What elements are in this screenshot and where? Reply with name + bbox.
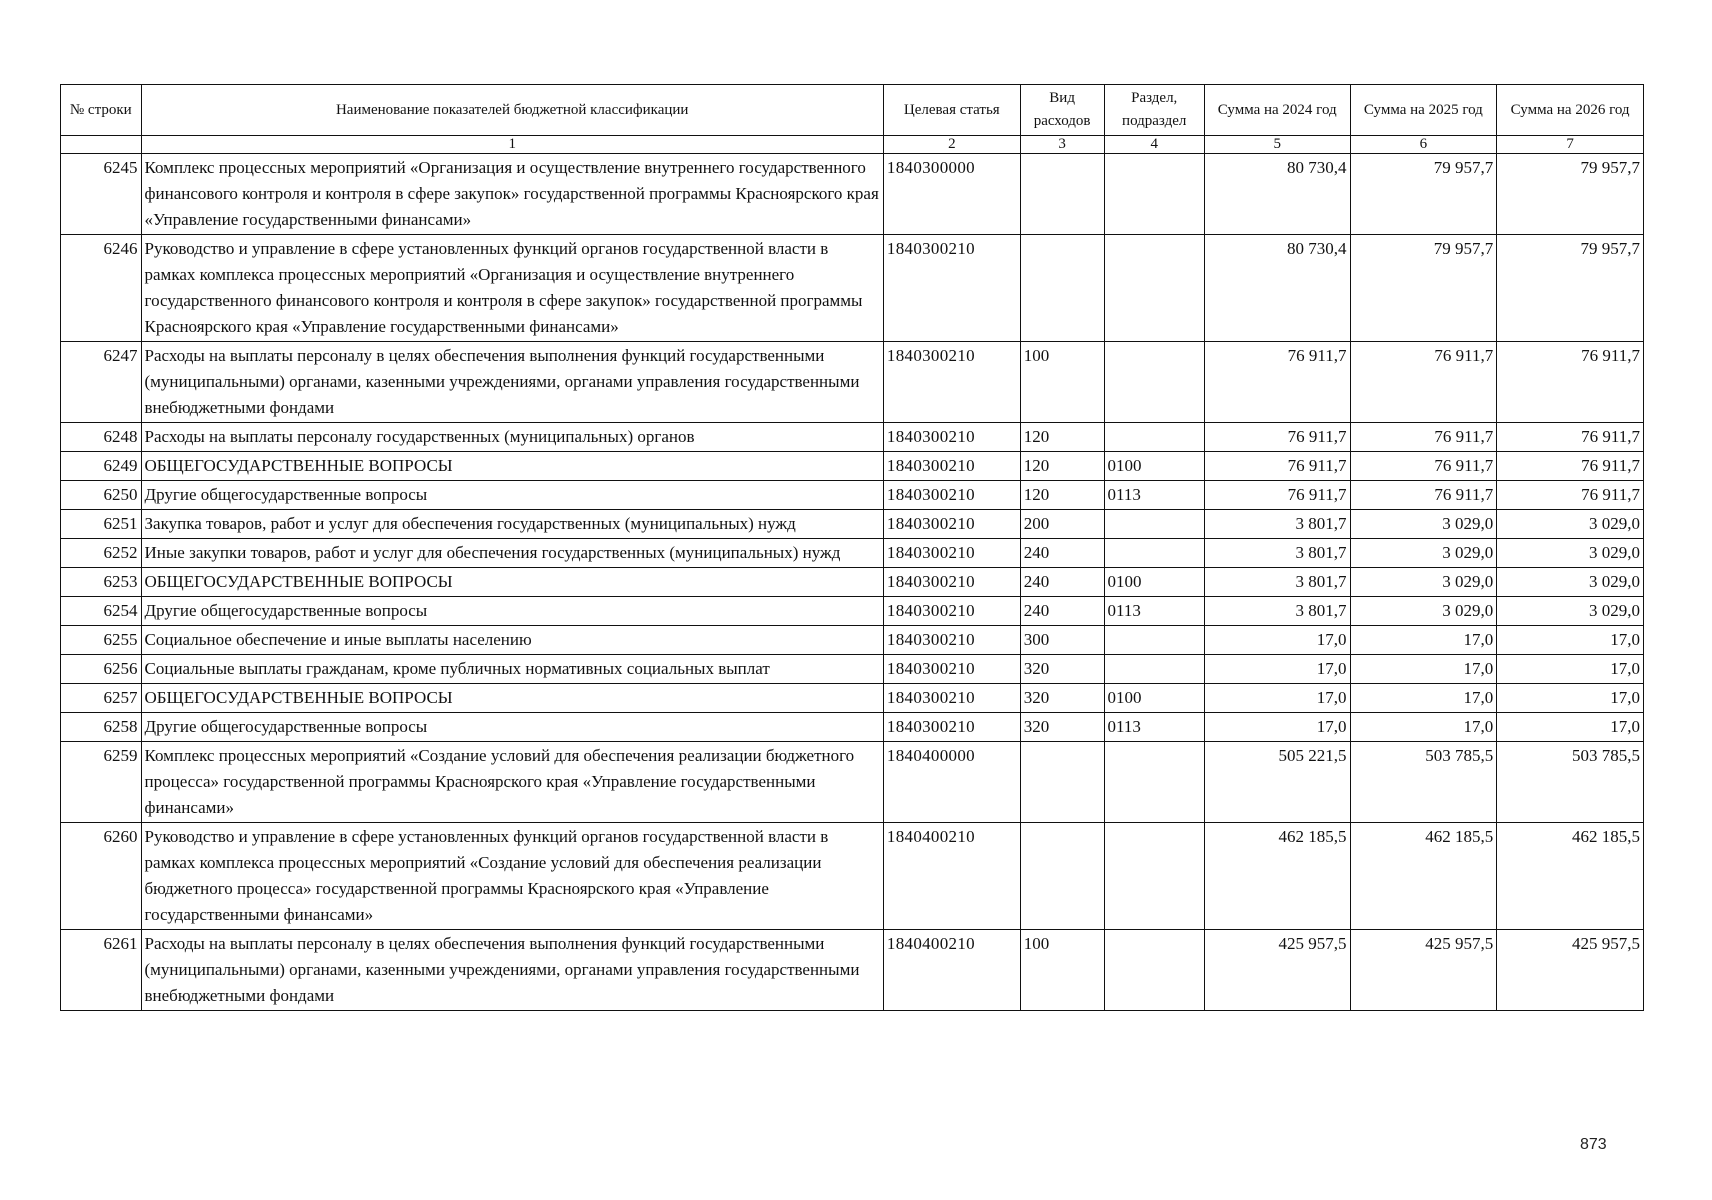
table-row xyxy=(61,452,1644,481)
sum-2025: 76 911,7 xyxy=(1350,423,1497,452)
classification-name: ОБЩЕГОСУДАРСТВЕННЫЕ ВОПРОСЫ xyxy=(141,452,883,481)
classification-name: Иные закупки товаров, работ и услуг для обеспечения государственных (муниципальных) нужд xyxy=(141,539,883,568)
sum-2026: 462 185,5 xyxy=(1497,823,1644,930)
row-number: 6253 xyxy=(61,568,142,597)
sum-2024: 505 221,5 xyxy=(1204,742,1350,823)
section-code xyxy=(1104,423,1204,452)
column-number: 2 xyxy=(883,136,1020,154)
classification-name: ОБЩЕГОСУДАРСТВЕННЫЕ ВОПРОСЫ xyxy=(141,568,883,597)
section-code xyxy=(1104,655,1204,684)
classification-name: Другие общегосударственные вопросы xyxy=(141,597,883,626)
expense-type: 320 xyxy=(1020,713,1104,742)
section-code: 0100 xyxy=(1104,452,1204,481)
expense-type: 320 xyxy=(1020,655,1104,684)
column-number: 6 xyxy=(1350,136,1497,154)
sum-2024: 17,0 xyxy=(1204,713,1350,742)
row-number: 6248 xyxy=(61,423,142,452)
target-article: 1840300210 xyxy=(883,626,1020,655)
sum-2024: 76 911,7 xyxy=(1204,481,1350,510)
page-number: 873 xyxy=(1580,1136,1607,1153)
sum-2025: 17,0 xyxy=(1350,626,1497,655)
sum-2025: 503 785,5 xyxy=(1350,742,1497,823)
header-row-number: № строки xyxy=(61,85,142,136)
target-article: 1840400210 xyxy=(883,823,1020,930)
sum-2026: 76 911,7 xyxy=(1497,452,1644,481)
header-sum-2026: Сумма на 2026 год xyxy=(1497,85,1644,136)
classification-name: Социальное обеспечение и иные выплаты населению xyxy=(141,626,883,655)
budget-table xyxy=(60,84,1644,1011)
sum-2024: 3 801,7 xyxy=(1204,597,1350,626)
column-number: 3 xyxy=(1020,136,1104,154)
sum-2026: 17,0 xyxy=(1497,684,1644,713)
row-number: 6250 xyxy=(61,481,142,510)
expense-type: 320 xyxy=(1020,684,1104,713)
table-row xyxy=(61,713,1644,742)
table-row xyxy=(61,568,1644,597)
classification-name: Социальные выплаты гражданам, кроме публичных нормативных социальных выплат xyxy=(141,655,883,684)
sum-2024: 76 911,7 xyxy=(1204,342,1350,423)
sum-2026: 17,0 xyxy=(1497,713,1644,742)
classification-name: Комплекс процессных мероприятий «Создание условий для обеспечения реализации бюджетного процесса» государственной программы Красноярского края «Управление государственными финансами» xyxy=(141,742,883,823)
target-article: 1840300210 xyxy=(883,452,1020,481)
target-article: 1840300210 xyxy=(883,510,1020,539)
section-code: 0113 xyxy=(1104,597,1204,626)
sum-2026: 76 911,7 xyxy=(1497,342,1644,423)
section-code xyxy=(1104,510,1204,539)
table-row xyxy=(61,597,1644,626)
sum-2024: 76 911,7 xyxy=(1204,452,1350,481)
table-row xyxy=(61,423,1644,452)
expense-type: 300 xyxy=(1020,626,1104,655)
target-article: 1840300210 xyxy=(883,597,1020,626)
row-number: 6255 xyxy=(61,626,142,655)
budget-document xyxy=(60,84,1644,1011)
classification-name: Закупка товаров, работ и услуг для обеспечения государственных (муниципальных) нужд xyxy=(141,510,883,539)
row-number: 6247 xyxy=(61,342,142,423)
target-article: 1840300210 xyxy=(883,568,1020,597)
target-article: 1840300210 xyxy=(883,655,1020,684)
sum-2025: 79 957,7 xyxy=(1350,235,1497,342)
classification-name: ОБЩЕГОСУДАРСТВЕННЫЕ ВОПРОСЫ xyxy=(141,684,883,713)
sum-2024: 76 911,7 xyxy=(1204,423,1350,452)
sum-2026: 3 029,0 xyxy=(1497,510,1644,539)
column-number: 5 xyxy=(1204,136,1350,154)
table-row xyxy=(61,154,1644,235)
section-code xyxy=(1104,930,1204,1011)
row-number: 6249 xyxy=(61,452,142,481)
sum-2025: 3 029,0 xyxy=(1350,510,1497,539)
expense-type: 200 xyxy=(1020,510,1104,539)
sum-2025: 462 185,5 xyxy=(1350,823,1497,930)
expense-type: 120 xyxy=(1020,423,1104,452)
table-row xyxy=(61,510,1644,539)
sum-2024: 80 730,4 xyxy=(1204,154,1350,235)
expense-type: 100 xyxy=(1020,930,1104,1011)
expense-type xyxy=(1020,235,1104,342)
table-row xyxy=(61,235,1644,342)
target-article: 1840300210 xyxy=(883,423,1020,452)
section-code xyxy=(1104,823,1204,930)
sum-2025: 79 957,7 xyxy=(1350,154,1497,235)
sum-2024: 80 730,4 xyxy=(1204,235,1350,342)
sum-2026: 425 957,5 xyxy=(1497,930,1644,1011)
table-row xyxy=(61,930,1644,1011)
header-target-article: Целевая статья xyxy=(883,85,1020,136)
sum-2025: 17,0 xyxy=(1350,713,1497,742)
target-article: 1840300210 xyxy=(883,235,1020,342)
header-section: Раздел, подраздел xyxy=(1104,85,1204,136)
expense-type: 120 xyxy=(1020,481,1104,510)
classification-name: Расходы на выплаты персоналу в целях обеспечения выполнения функций государственными (муниципальными) органами, казенными учреждениями, органами управления государственными внебюджетными фондами xyxy=(141,930,883,1011)
expense-type xyxy=(1020,823,1104,930)
expense-type: 240 xyxy=(1020,597,1104,626)
sum-2024: 17,0 xyxy=(1204,626,1350,655)
section-code xyxy=(1104,626,1204,655)
classification-name: Руководство и управление в сфере установленных функций органов государственной власти в рамках комплекса процессных мероприятий «Создание условий для обеспечения реализации бюджетного процесса» государственной программы Красноярского края «Управление государственными финансами» xyxy=(141,823,883,930)
row-number: 6252 xyxy=(61,539,142,568)
sum-2026: 3 029,0 xyxy=(1497,597,1644,626)
sum-2025: 76 911,7 xyxy=(1350,342,1497,423)
table-row xyxy=(61,481,1644,510)
sum-2026: 503 785,5 xyxy=(1497,742,1644,823)
section-code xyxy=(1104,342,1204,423)
row-number: 6258 xyxy=(61,713,142,742)
row-number: 6259 xyxy=(61,742,142,823)
row-number: 6246 xyxy=(61,235,142,342)
sum-2025: 76 911,7 xyxy=(1350,452,1497,481)
sum-2024: 462 185,5 xyxy=(1204,823,1350,930)
sum-2024: 425 957,5 xyxy=(1204,930,1350,1011)
table-row xyxy=(61,626,1644,655)
row-number: 6251 xyxy=(61,510,142,539)
header-sum-2025: Сумма на 2025 год xyxy=(1350,85,1497,136)
section-code: 0113 xyxy=(1104,481,1204,510)
header-name: Наименование показателей бюджетной классификации xyxy=(141,85,883,136)
table-row xyxy=(61,539,1644,568)
table-header xyxy=(61,85,1644,154)
column-number: 4 xyxy=(1104,136,1204,154)
sum-2024: 3 801,7 xyxy=(1204,539,1350,568)
sum-2025: 17,0 xyxy=(1350,655,1497,684)
header-sum-2024: Сумма на 2024 год xyxy=(1204,85,1350,136)
column-number: 7 xyxy=(1497,136,1644,154)
table-body xyxy=(61,154,1644,1011)
target-article: 1840300210 xyxy=(883,539,1020,568)
column-number-blank xyxy=(61,136,142,154)
expense-type xyxy=(1020,154,1104,235)
target-article: 1840400210 xyxy=(883,930,1020,1011)
sum-2025: 17,0 xyxy=(1350,684,1497,713)
target-article: 1840300000 xyxy=(883,154,1020,235)
section-code xyxy=(1104,742,1204,823)
sum-2026: 17,0 xyxy=(1497,655,1644,684)
row-number: 6245 xyxy=(61,154,142,235)
target-article: 1840300210 xyxy=(883,684,1020,713)
sum-2024: 3 801,7 xyxy=(1204,568,1350,597)
section-code: 0100 xyxy=(1104,568,1204,597)
section-code xyxy=(1104,539,1204,568)
row-number: 6254 xyxy=(61,597,142,626)
target-article: 1840300210 xyxy=(883,481,1020,510)
table-row xyxy=(61,823,1644,930)
target-article: 1840400000 xyxy=(883,742,1020,823)
table-row xyxy=(61,742,1644,823)
sum-2026: 17,0 xyxy=(1497,626,1644,655)
table-row xyxy=(61,684,1644,713)
sum-2025: 3 029,0 xyxy=(1350,568,1497,597)
classification-name: Комплекс процессных мероприятий «Организация и осуществление внутреннего государственного финансового контроля и контроля в сфере закупок» государственной программы Красноярского края «Управление государственными финансами» xyxy=(141,154,883,235)
section-code xyxy=(1104,235,1204,342)
sum-2026: 3 029,0 xyxy=(1497,568,1644,597)
section-code xyxy=(1104,154,1204,235)
sum-2026: 79 957,7 xyxy=(1497,235,1644,342)
expense-type: 240 xyxy=(1020,568,1104,597)
header-expense-type: Вид расходов xyxy=(1020,85,1104,136)
sum-2026: 3 029,0 xyxy=(1497,539,1644,568)
sum-2026: 79 957,7 xyxy=(1497,154,1644,235)
row-number: 6261 xyxy=(61,930,142,1011)
sum-2026: 76 911,7 xyxy=(1497,423,1644,452)
table-row xyxy=(61,342,1644,423)
expense-type xyxy=(1020,742,1104,823)
classification-name: Руководство и управление в сфере установленных функций органов государственной власти в рамках комплекса процессных мероприятий «Организация и осуществление внутреннего государственного финансового контроля и контроля в сфере закупок» государственной программы Красноярского края «Управление государственными финансами» xyxy=(141,235,883,342)
expense-type: 120 xyxy=(1020,452,1104,481)
classification-name: Расходы на выплаты персоналу в целях обеспечения выполнения функций государственными (муниципальными) органами, казенными учреждениями, органами управления государственными внебюджетными фондами xyxy=(141,342,883,423)
row-number: 6256 xyxy=(61,655,142,684)
section-code: 0100 xyxy=(1104,684,1204,713)
expense-type: 240 xyxy=(1020,539,1104,568)
target-article: 1840300210 xyxy=(883,342,1020,423)
sum-2025: 76 911,7 xyxy=(1350,481,1497,510)
classification-name: Расходы на выплаты персоналу государственных (муниципальных) органов xyxy=(141,423,883,452)
expense-type: 100 xyxy=(1020,342,1104,423)
section-code: 0113 xyxy=(1104,713,1204,742)
sum-2026: 76 911,7 xyxy=(1497,481,1644,510)
classification-name: Другие общегосударственные вопросы xyxy=(141,481,883,510)
column-number: 1 xyxy=(141,136,883,154)
sum-2025: 425 957,5 xyxy=(1350,930,1497,1011)
classification-name: Другие общегосударственные вопросы xyxy=(141,713,883,742)
sum-2024: 3 801,7 xyxy=(1204,510,1350,539)
sum-2025: 3 029,0 xyxy=(1350,539,1497,568)
table-row xyxy=(61,655,1644,684)
sum-2024: 17,0 xyxy=(1204,684,1350,713)
target-article: 1840300210 xyxy=(883,713,1020,742)
sum-2025: 3 029,0 xyxy=(1350,597,1497,626)
sum-2024: 17,0 xyxy=(1204,655,1350,684)
row-number: 6260 xyxy=(61,823,142,930)
row-number: 6257 xyxy=(61,684,142,713)
